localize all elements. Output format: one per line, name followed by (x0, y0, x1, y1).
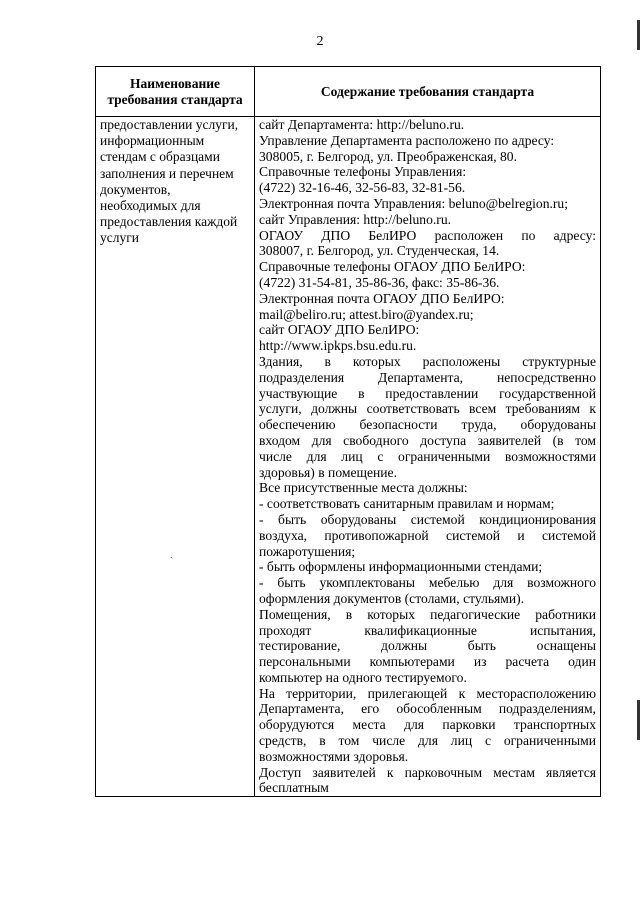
requirement-content-line: 308007, г. Белгород, ул. Студенческая, 14. (259, 243, 500, 259)
requirement-name-line: документов, (100, 181, 171, 197)
requirement-content-line: Помещения, в которых педагогические работники (259, 606, 596, 622)
requirement-content-line: Электронная почта ОГАОУ ДПО БелИРО: (259, 290, 505, 306)
requirement-content-line: услуги, должны соответствовать всем требованиям к (259, 401, 596, 417)
requirement-content-line: - быть оформлены информационными стендами; (259, 559, 543, 575)
requirement-name-line: предоставления каждой (100, 214, 238, 230)
table-header-row (96, 67, 601, 117)
requirement-content-line: Все присутственные места должны: (259, 480, 468, 496)
stray-mark: ˎ (170, 548, 174, 559)
requirement-content-line: обеспечению безопасности труда, оборудованы (259, 417, 596, 433)
requirement-content-line: тестирование, должны быть оснащены (259, 638, 596, 654)
requirement-content-line: (4722) 32-16-46, 32-56-83, 32-81-56. (259, 180, 466, 196)
requirement-name-cell (96, 117, 255, 797)
requirement-content-line: 308005, г. Белгород, ул. Преображенская, 80. (259, 148, 517, 164)
requirement-content-line: (4722) 31-54-81, 35-86-36, факс: 35-86-36. (259, 274, 500, 290)
requirement-content-line: Здания, в которых расположены структурные (259, 353, 596, 369)
requirement-name-line: стендам с образцами (100, 149, 220, 165)
requirement-content-line: возможностями здоровья. (259, 748, 409, 764)
requirement-content-line: Справочные телефоны ОГАОУ ДПО БелИРО: (259, 259, 526, 275)
requirement-content-line: - быть укомплектованы мебелью для возможного (259, 575, 596, 591)
requirement-content-line: здоровья) в помещение. (259, 464, 397, 480)
requirement-content-line: входом для свободного доступа заявителей (в том (259, 432, 596, 448)
page-number: 2 (316, 34, 324, 49)
requirement-content-line: - соответствовать санитарным правилам и нормам; (259, 496, 555, 512)
requirement-content-line: участвующие в предоставлении государственной (259, 385, 596, 401)
requirement-name-line: услуги (100, 230, 139, 246)
requirement-content-line: ОГАОУ ДПО БелИРО расположен по адресу: (259, 227, 596, 243)
requirement-content-line: воздуха, противопожарной системой и системой (259, 527, 596, 543)
requirement-content-line: Управление Департамента расположено по адресу: (259, 132, 555, 148)
requirement-content-line: компьютер на одного тестируемого. (259, 669, 467, 685)
requirement-content-line: mail@beliro.ru; attest.biro@yandex.ru; (259, 306, 474, 322)
requirement-content-line: Доступ заявителей к парковочным местам является (259, 764, 596, 780)
requirement-content-line: На территории, прилегающей к месторасположению (259, 685, 596, 701)
requirement-content-line: проходят квалификационные испытания, (259, 622, 596, 638)
requirement-content-line: http://www.ipkps.bsu.edu.ru. (259, 338, 417, 354)
requirement-name-line: предоставлении услуги, (100, 117, 239, 132)
requirement-content-line: сайт Департамента: http://beluno.ru. (259, 117, 465, 132)
requirement-content-line: персональными компьютерами из расчета один (259, 654, 596, 670)
requirement-content-line: сайт ОГАОУ ДПО БелИРО: (259, 322, 420, 338)
requirements-table (95, 66, 601, 797)
requirement-content-line: Справочные телефоны Управления: (259, 164, 467, 180)
requirement-content-line: бесплатным (259, 780, 329, 796)
header-requirement-name: Наименование требования стандарта (96, 67, 255, 117)
requirement-content-line: Департамента, его обособленным подразделениям, (259, 701, 596, 717)
requirement-content-line: подразделения Департамента, непосредственно (259, 369, 596, 385)
requirement-content-line: сайт Управления: http://beluno.ru. (259, 211, 452, 227)
requirement-name-line: заполнения и перечнем (100, 165, 234, 181)
requirement-content-cell (255, 117, 601, 797)
requirement-content-line: оборудуются места для парковки транспортных (259, 717, 596, 733)
requirement-name-line: необходимых для (100, 198, 201, 214)
requirement-content-line: оформления документов (столами, стульями). (259, 590, 525, 606)
requirement-content-line: числе для лиц с ограниченными возможностями (259, 448, 596, 464)
requirement-content-line: - быть оборудованы системой кондиционирования (259, 511, 596, 527)
requirement-content-line: Электронная почта Управления: beluno@belregion.ru; (259, 195, 568, 211)
requirement-content-line: средств, в том числе для лиц с ограниченными (259, 733, 596, 749)
table-row (96, 117, 601, 797)
header-requirement-content: Содержание требования стандарта (255, 67, 601, 117)
requirement-content-line: пожаротушения; (259, 543, 356, 559)
requirement-name-line: информационным (100, 133, 205, 149)
